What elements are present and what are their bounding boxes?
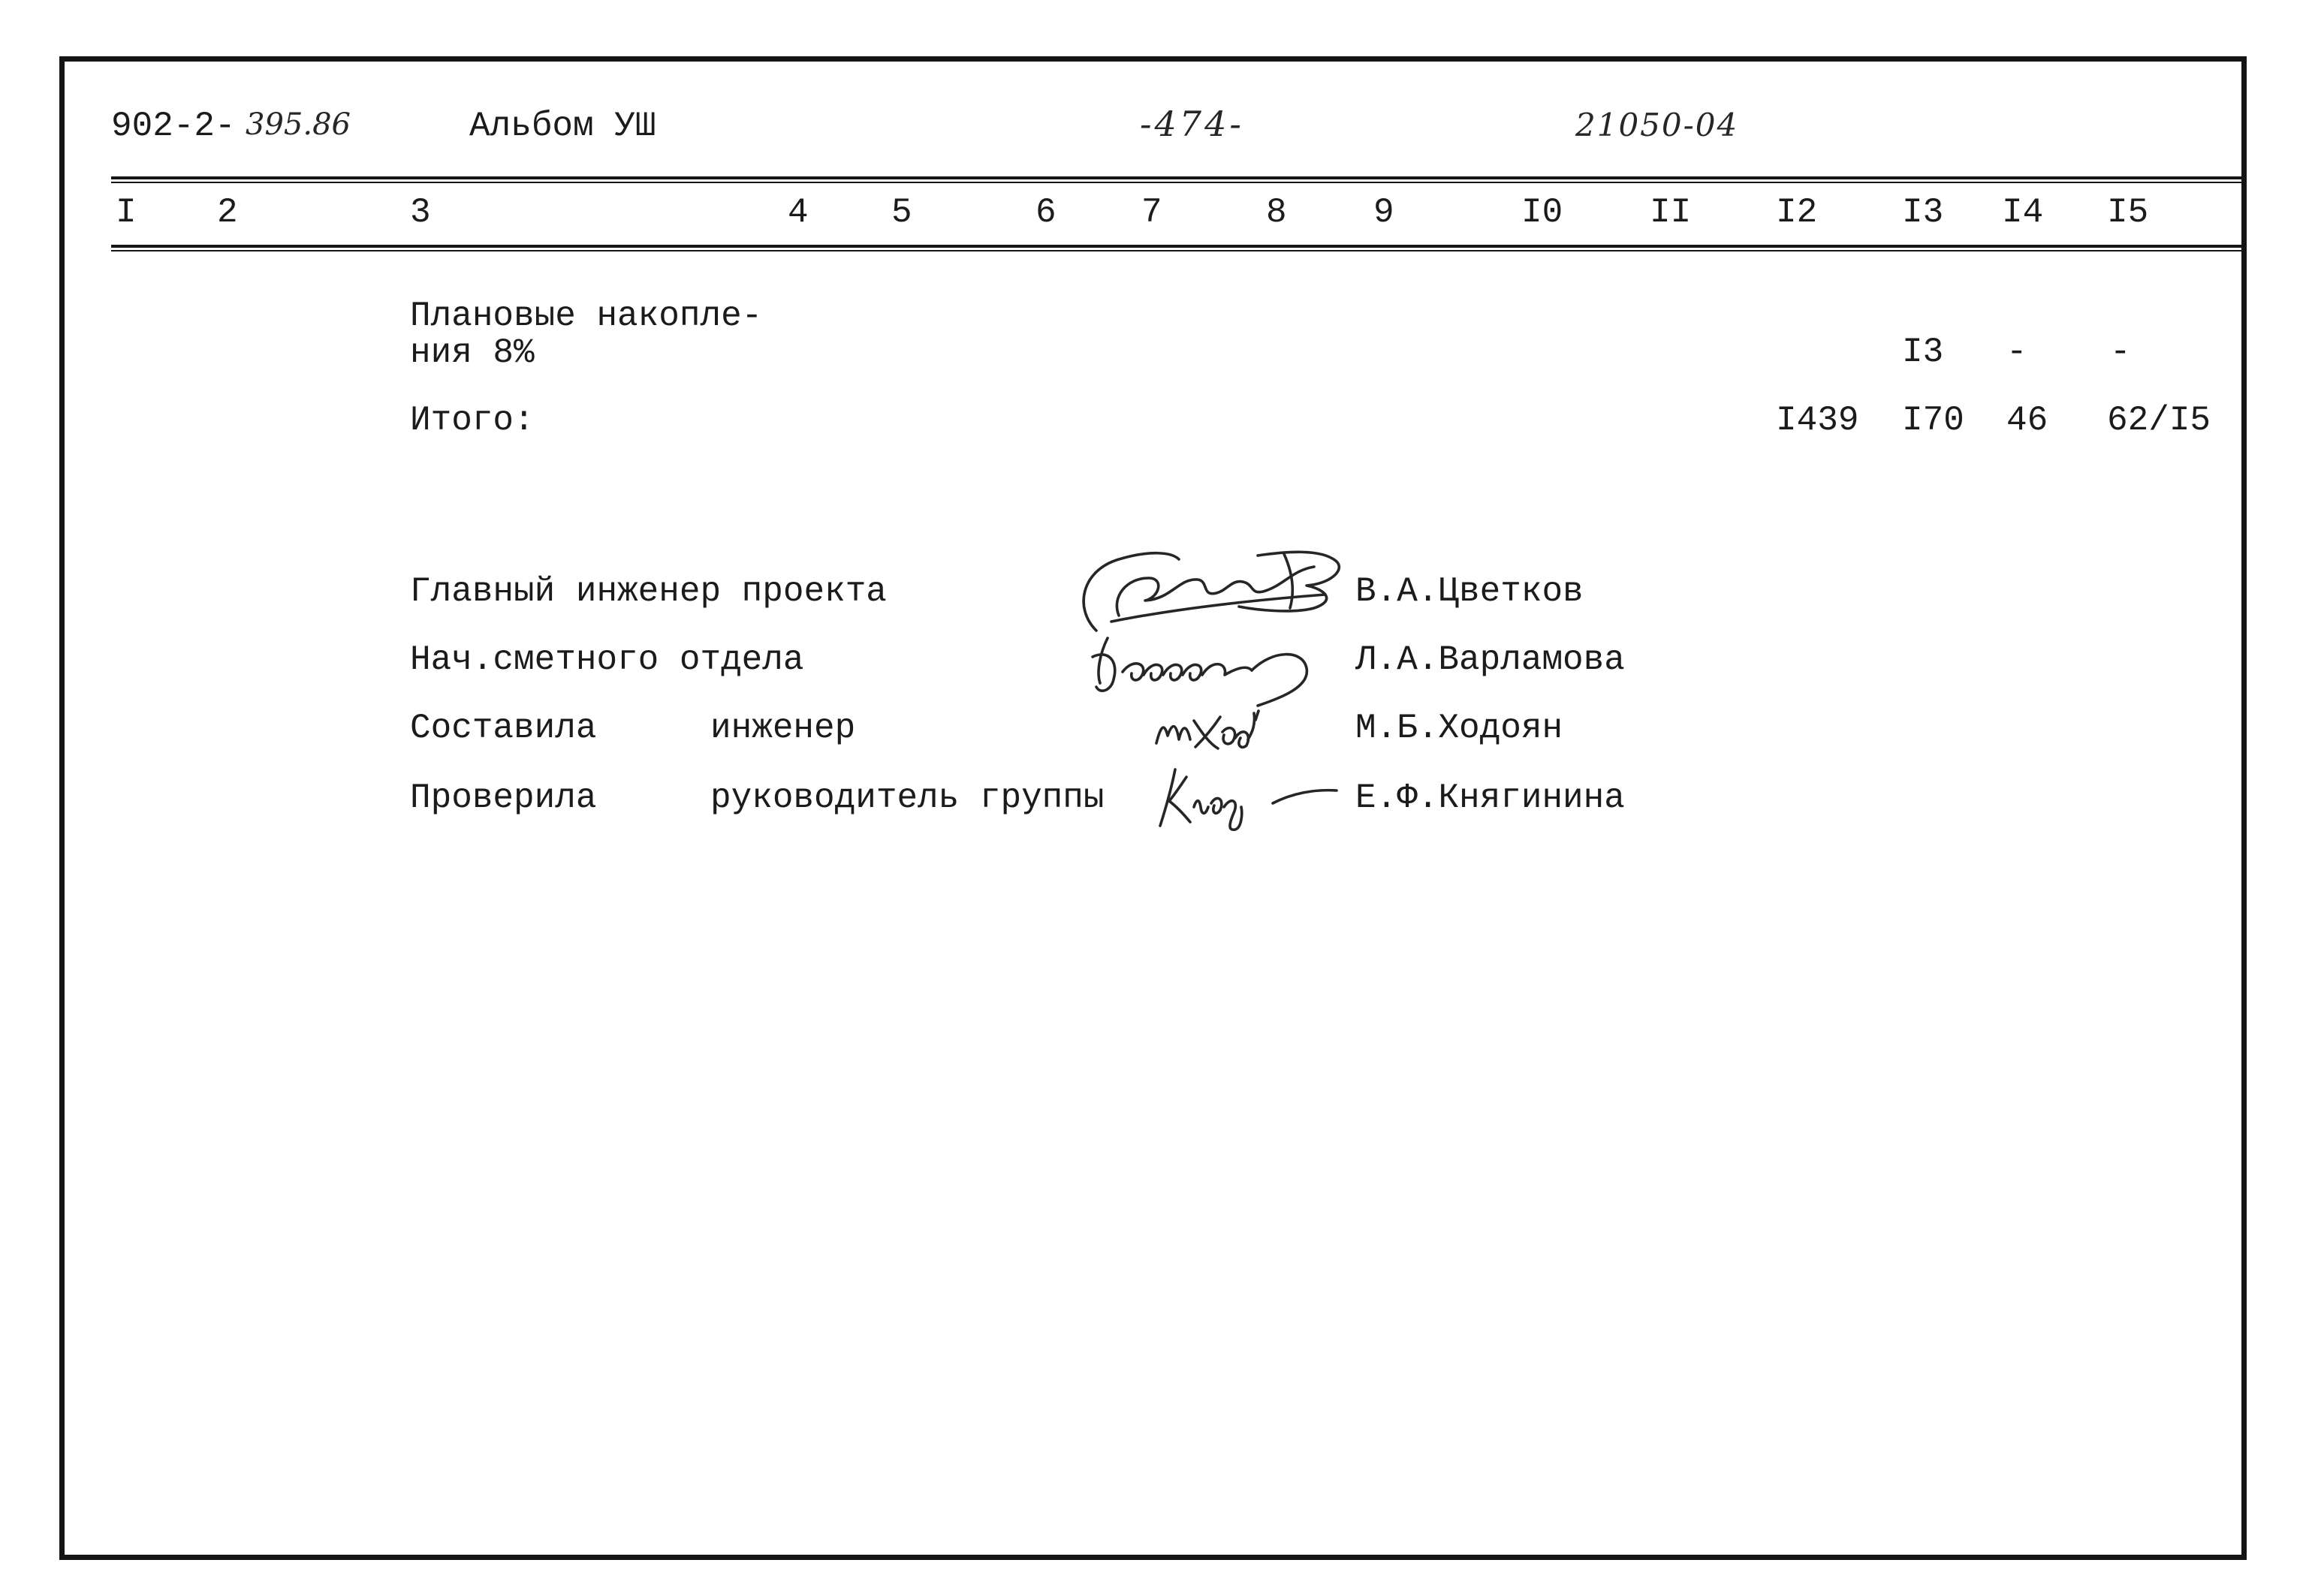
column-number: 2 — [217, 193, 238, 232]
cell-col13: I70 — [1902, 401, 1964, 440]
signature-image — [1066, 525, 1352, 638]
column-number: 8 — [1266, 193, 1287, 232]
signatory-name: М.Б.Ходоян — [1355, 709, 1563, 748]
column-number: 3 — [410, 193, 431, 232]
signatory-name: В.А.Цветков — [1355, 572, 1584, 611]
document-code: 21050-04 — [1575, 107, 1739, 143]
signature-image — [1153, 762, 1340, 833]
column-number: I5 — [2107, 193, 2149, 232]
column-number: 7 — [1141, 193, 1162, 232]
cell-col14: - — [2006, 333, 2027, 372]
signature-role: Составила — [410, 709, 597, 748]
row-name-line2: ния 8% — [410, 333, 535, 372]
column-number: I3 — [1902, 193, 1944, 232]
signature-image — [1149, 702, 1262, 754]
signature-role: Нач.сметного отдела — [410, 640, 804, 679]
column-number: I2 — [1776, 193, 1818, 232]
signature-title: руководитель группы — [710, 778, 1105, 818]
signature-role: Главный инженер проекта — [410, 572, 887, 611]
signatory-name: Л.А.Варламова — [1355, 640, 1625, 679]
column-header-rule — [111, 245, 2241, 248]
header-rule — [111, 176, 2241, 179]
cell-col14: 46 — [2006, 401, 2048, 440]
column-number: II — [1650, 193, 1692, 232]
signature-image — [1078, 627, 1325, 709]
signatory-name: Е.Ф.Княгинина — [1355, 778, 1625, 818]
row-name: Итого: — [410, 401, 535, 440]
column-number: I4 — [2002, 193, 2044, 232]
cell-col12: I439 — [1776, 401, 1859, 440]
column-number: I0 — [1521, 193, 1563, 232]
column-number: I — [116, 193, 137, 232]
signature-role: Проверила — [410, 778, 597, 818]
doc-number-prefix: 902-2- — [111, 107, 236, 146]
row-name-line1: Плановые накопле- — [410, 297, 763, 336]
column-number: 4 — [788, 193, 809, 232]
cell-col15: - — [2110, 333, 2131, 372]
doc-number-handwritten: 395.86 — [246, 107, 351, 142]
album-label: Альбом УШ — [469, 107, 656, 146]
column-number: 9 — [1373, 193, 1394, 232]
cell-col15: 62/I5 — [2107, 401, 2211, 440]
cell-col13: I3 — [1902, 333, 1944, 372]
signature-title: инженер — [710, 709, 856, 748]
page-number: -474- — [1140, 104, 1244, 144]
column-number: 6 — [1035, 193, 1057, 232]
column-number: 5 — [891, 193, 912, 232]
